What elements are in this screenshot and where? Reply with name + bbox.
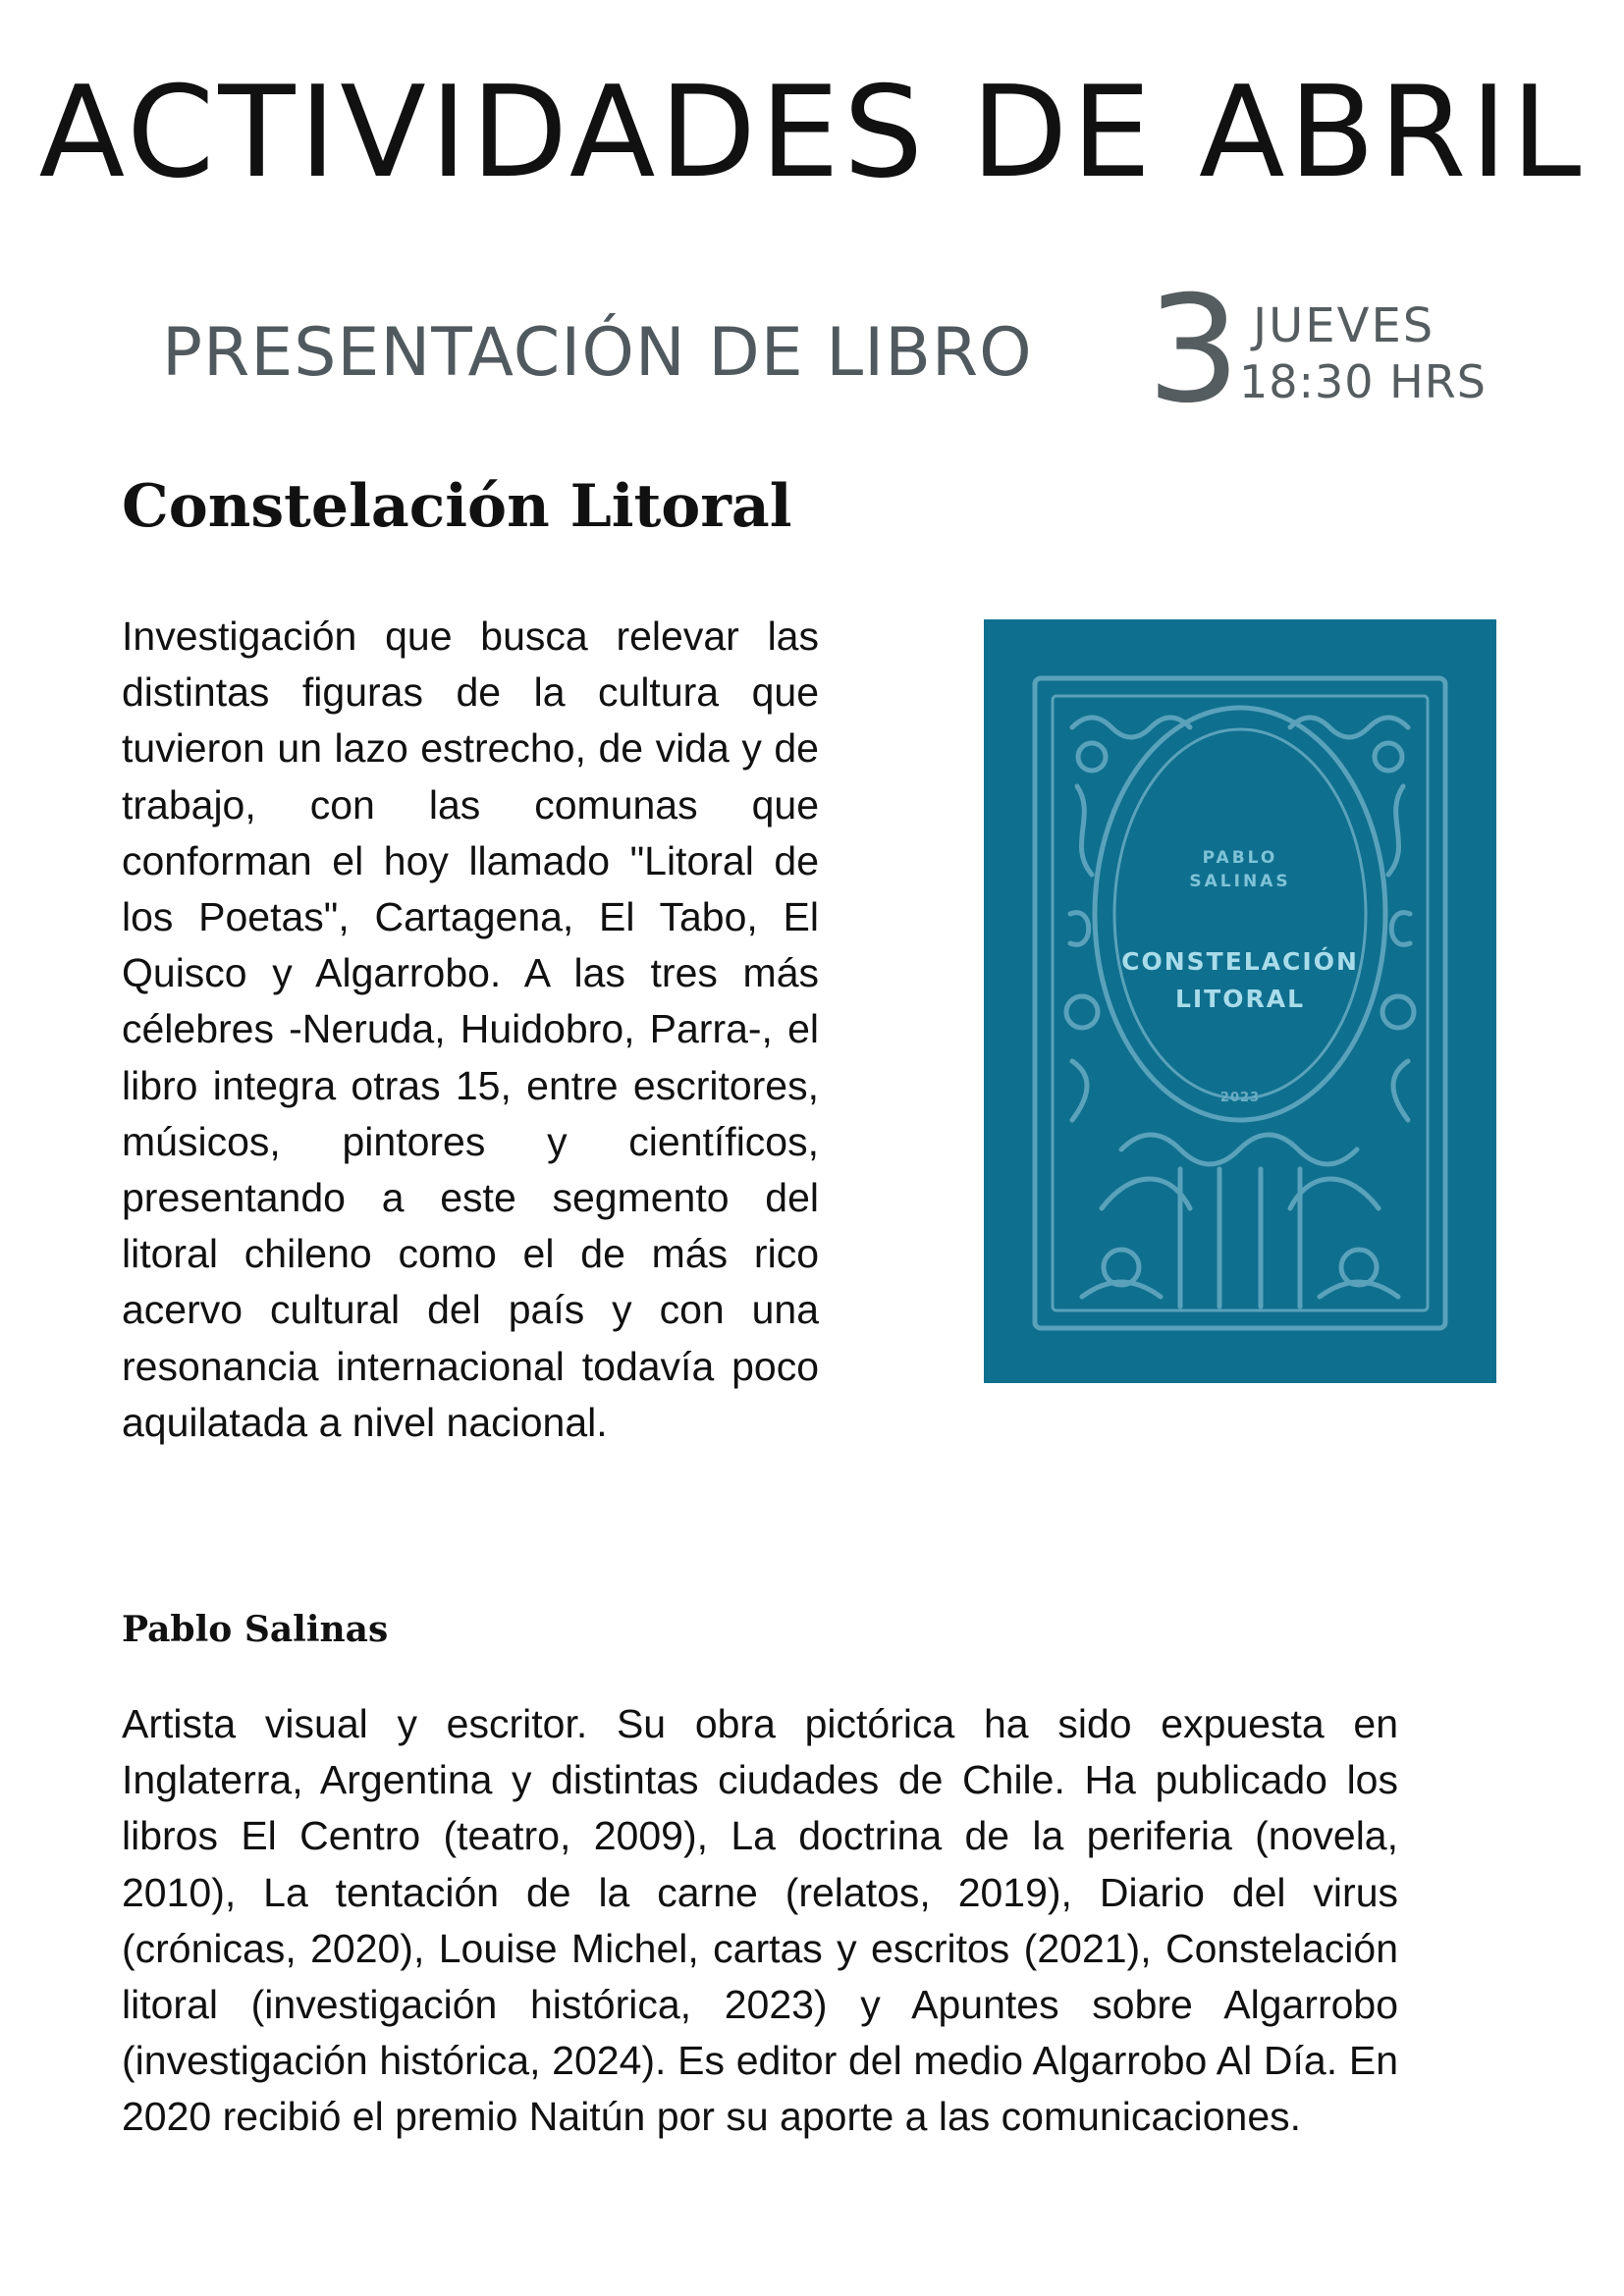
cover-author-last: SALINAS [1189,872,1291,891]
event-day: 3 [1147,265,1241,436]
book-cover [984,619,1496,1383]
event-category: PRESENTACIÓN DE LIBRO [162,314,1033,392]
author-name: Pablo Salinas [122,1609,389,1650]
event-weekday: JUEVES [1253,298,1435,353]
book-title: Constelación Litoral [122,472,792,541]
author-bio: Artista visual y escritor. Su obra pictórica ha sido expuesta en Inglaterra, Argentina y distintas ciudades de Chile. Ha publicado los libros El Centro (teatro, 2009), La doctrina de la periferia (novela, 2010), La tentación de la carne (relatos, 2019), Diario del virus (crónicas, 2020), Louise Michel, cartas y escritos (2021), Constelación litoral (investigación histórica, 2023) y Apuntes sobre Algarrobo (investigación histórica, 2024). Es editor del medio Algarrobo Al Día. En 2020 recibió el premio Naitún por su aporte a las comunicaciones. [122,1701,1398,2140]
book-description: Investigación que busca relevar las distintas figuras de la cultura que tuvieron un lazo estrecho, de vida y de trabajo, con las comunas que conforman el hoy llamado "Litoral de los Poetas", Cartagena, El Tabo, El Quisco y Algarrobo. A las tres más célebres -Neruda, Huidobro, Parra-, el libro integra otras 15, entre escritores, músicos, pintores y científicos, presentando a este segmento del litoral chileno como el de más rico acervo cultural del país y con una resonancia internacional todavía poco aquilatada a nivel nacional. [122,614,819,1445]
cover-author-first: PABLO [1202,848,1278,868]
event-time: 18:30 HRS [1239,355,1487,408]
page-title: ACTIVIDADES DE ABRIL [38,60,1586,206]
cover-title-line2: LITORAL [1174,985,1306,1013]
cover-title-line1: CONSTELACIÓN [1121,947,1359,976]
cover-year: 2023 [1219,1091,1261,1105]
